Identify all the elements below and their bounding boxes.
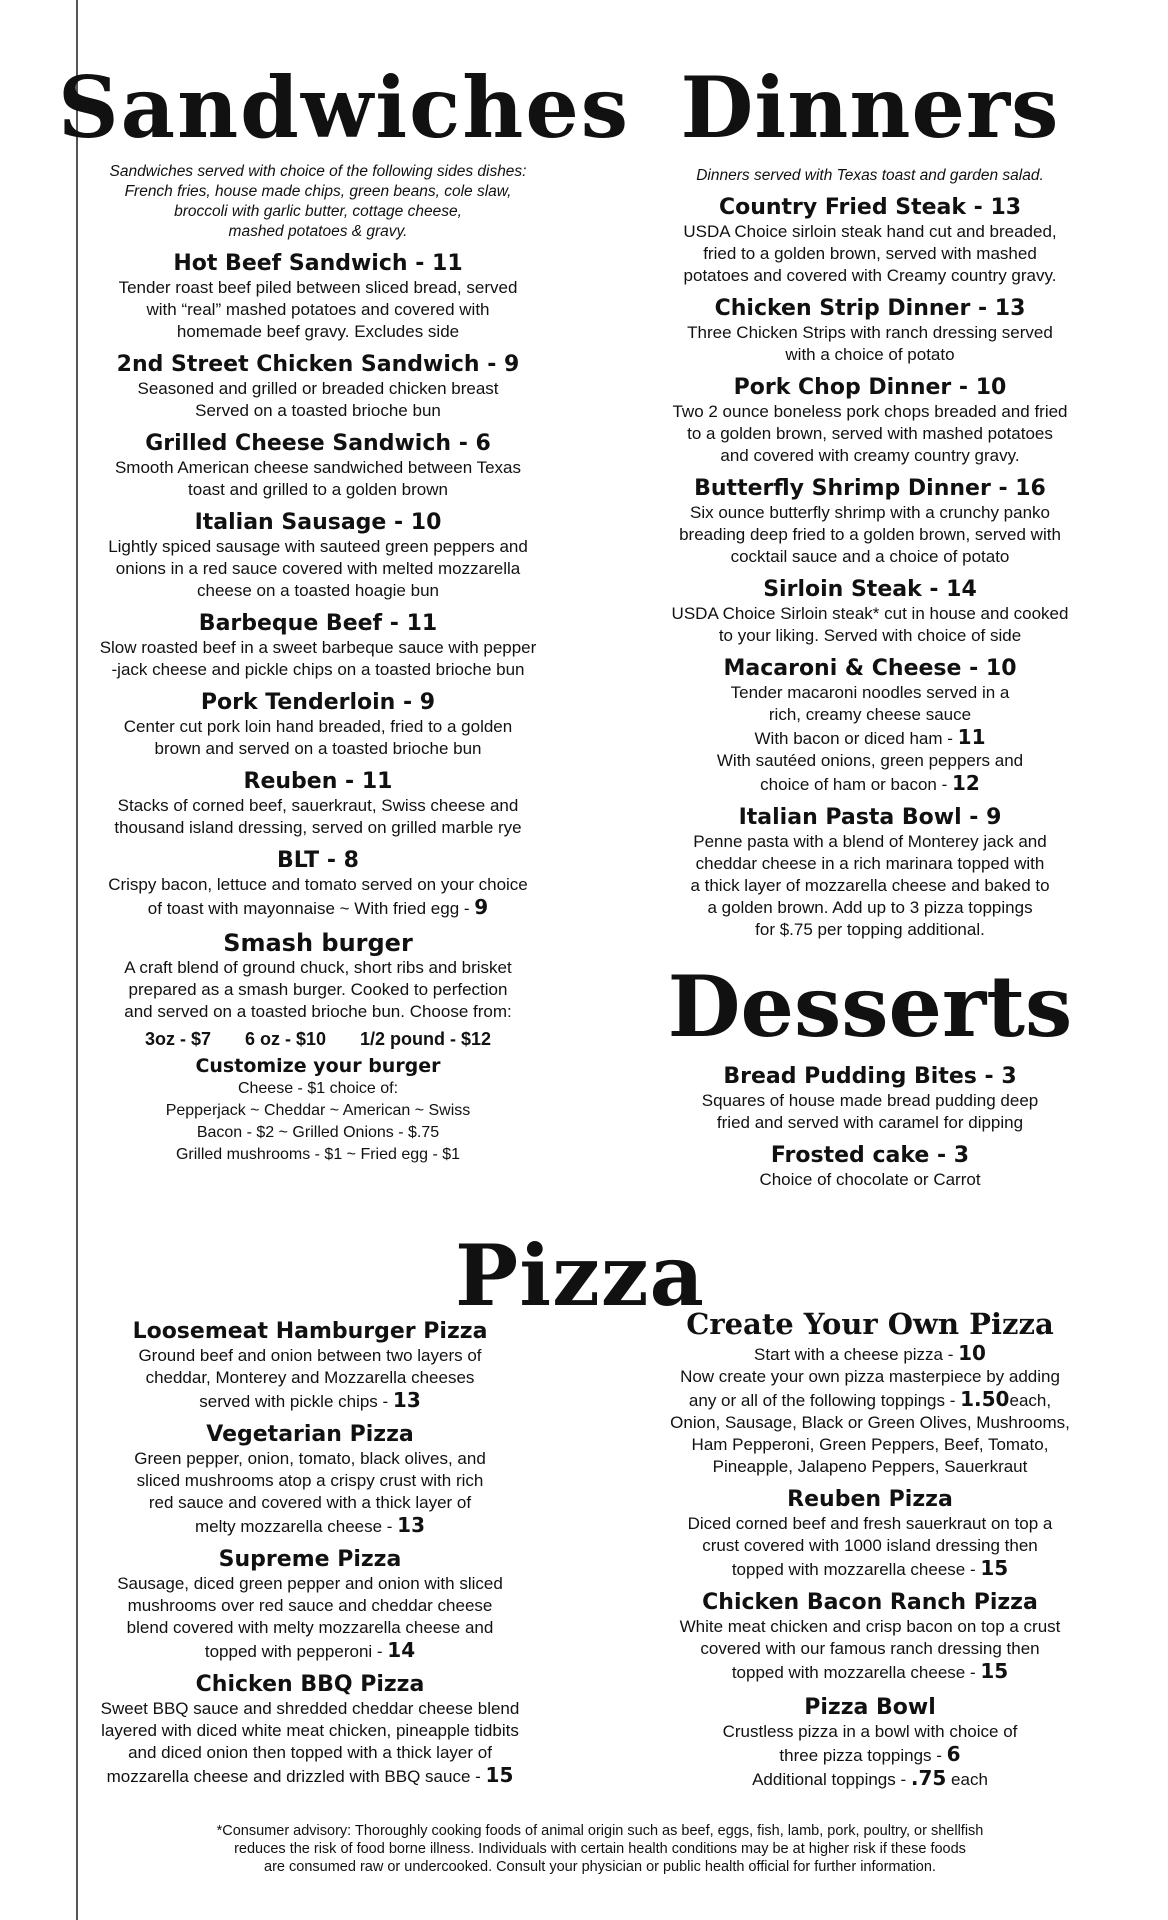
menu-item-title: Bread Pudding Bites - 3 — [723, 1064, 1017, 1089]
menu-item-desc: Choice of chocolate or Carrot — [759, 1170, 981, 1189]
menu-item-desc: USDA Choice Sirloin steak* cut in house and cooked to your liking. Served with choice of side — [671, 604, 1069, 645]
menu-item-title: Country Fried Steak - 13 — [718, 195, 1022, 220]
pizza-item-desc: Green pepper, onion, tomato, black olives, and sliced mushrooms atop a crispy crust with rich red sauce and covered with a thick layer of melty mozzarella cheese - 13 — [134, 1449, 486, 1537]
advisory-line: are consumed raw or undercooked. Consult your physician or public health official for further information. — [264, 1859, 936, 1875]
burger-size: 3oz - $7 — [144, 1029, 211, 1049]
menu-item-title: Hot Beef Sandwich - 11 — [173, 251, 463, 276]
burger-sizes — [58, 1029, 578, 1050]
intro-line: broccoli with garlic butter, cottage cheese, — [174, 203, 462, 220]
menu-item-title: Frosted cake - 3 — [770, 1143, 970, 1168]
menu-item-title: Pork Chop Dinner - 10 — [733, 375, 1007, 400]
sandwiches-intro — [58, 162, 578, 242]
menu-item-title: Macaroni & Cheese - 10 — [723, 656, 1017, 681]
pizza-item-title: Loosemeat Hamburger Pizza — [132, 1319, 488, 1344]
dinners-heading: Dinners — [680, 58, 1060, 157]
intro-line: Sandwiches served with choice of the following sides dishes: — [109, 163, 527, 180]
burger-size: 1/2 pound - $12 — [360, 1029, 492, 1049]
menu-item-title: Reuben - 11 — [243, 769, 393, 794]
pizza-item-title: Vegetarian Pizza — [206, 1422, 414, 1447]
desserts-heading: Desserts — [667, 957, 1073, 1056]
create-your-own-title: Create Your Own Pizza — [686, 1307, 1054, 1341]
menu-item-desc: Stacks of corned beef, sauerkraut, Swiss cheese and thousand island dressing, served on grilled marble rye — [114, 796, 522, 837]
customize-title: Customize your burger — [195, 1055, 441, 1077]
pizza-right-list — [610, 1486, 1130, 1684]
pizza-item-title: Supreme Pizza — [218, 1547, 402, 1572]
pizza-right-column — [610, 1306, 1130, 1791]
dinner-list — [610, 194, 1130, 647]
pizza-left-list — [70, 1318, 550, 1788]
dessert-list — [610, 1063, 1130, 1191]
pizza-item-title: Reuben Pizza — [787, 1487, 953, 1512]
pizza-bowl-desc: Crustless pizza in a bowl with choice of three pizza toppings - 6 Additional toppings - .75 each — [722, 1722, 1018, 1790]
menu-item-desc: Lightly spiced sausage with sauteed green peppers and onions in a red sauce covered with melted mozzarella cheese on a toasted hoagie bun — [108, 537, 528, 600]
menu-item-title: Italian Pasta Bowl - 9 — [738, 805, 1002, 830]
pizza-left-column — [70, 1310, 550, 1788]
pizza-item-desc: Ground beef and onion between two layers of cheddar, Monterey and Mozzarella cheeses served with pickle chips - 13 — [138, 1346, 482, 1412]
advisory-line: reduces the risk of food borne illness. Individuals with certain health conditions may be at higher risk if these foods — [234, 1841, 966, 1857]
menu-item-title: Italian Sausage - 10 — [194, 510, 442, 535]
consumer-advisory — [100, 1822, 1100, 1876]
smash-burger-title: Smash burger — [223, 929, 413, 957]
pizza-item-desc: Sweet BBQ sauce and shredded cheddar cheese blend layered with diced white meat chicken, pineapple tidbits and diced onion then topped with a thick layer of mozzarella cheese and drizzled with BBQ sauce - 15 — [100, 1699, 520, 1787]
create-your-own-desc: Start with a cheese pizza - 10 Now create your own pizza masterpiece by adding any or all of the following toppings - 1.50each, Onion, Sausage, Black or Green Olives, Mushrooms, Ham Pepperoni, Green Peppers, Beef, Tomato, Pineapple, Jalapeno Peppers, Sauerkraut — [670, 1341, 1070, 1476]
menu-item-title: BLT - 8 — [277, 848, 359, 873]
smash-burger-desc: A craft blend of ground chuck, short ribs and brisket prepared as a smash burger. Cooked to perfection and served on a toasted brioche bun. Choose from: — [124, 958, 512, 1021]
menu-item-desc: Three Chicken Strips with ranch dressing served with a choice of potato — [687, 323, 1053, 364]
menu-item-title: Grilled Cheese Sandwich - 6 — [145, 431, 491, 456]
pizza-item-title: Chicken Bacon Ranch Pizza — [702, 1590, 1038, 1615]
menu-item-title: 2nd Street Chicken Sandwich - 9 — [116, 352, 520, 377]
sandwiches-section — [58, 58, 631, 1166]
menu-item-desc: Tender macaroni noodles served in a rich, creamy cheese sauce With bacon or diced ham - 11 With sautéed onions, green peppers and choice of ham or bacon - 12 — [716, 683, 1024, 795]
sandwich-list — [58, 250, 578, 839]
dinners-intro: Dinners served with Texas toast and garden salad. — [696, 167, 1044, 184]
menu-item-title: Pork Tenderloin - 9 — [200, 690, 436, 715]
pizza-item-title: Chicken BBQ Pizza — [195, 1672, 425, 1697]
menu-item-title: Sirloin Steak - 14 — [763, 577, 977, 602]
menu-item-desc: Squares of house made bread pudding deep fried and served with caramel for dipping — [701, 1091, 1039, 1132]
customize-options: Cheese - $1 choice of: Pepperjack ~ Cheddar ~ American ~ Swiss Bacon - $2 ~ Grilled Onions - $.75 Grilled mushrooms - $1 ~ Fried egg - $1 — [165, 1080, 471, 1163]
dinners-section — [610, 60, 1130, 1191]
intro-line: French fries, house made chips, green beans, cole slaw, — [124, 183, 512, 200]
menu-item-desc: Slow roasted beef in a sweet barbeque sauce with pepper -jack cheese and pickle chips on a toasted brioche bun — [99, 638, 537, 679]
burger-size: 6 oz - $10 — [244, 1029, 327, 1049]
pizza-item-desc: Diced corned beef and fresh sauerkraut on top a crust covered with 1000 island dressing then topped with mozzarella cheese - 15 — [687, 1514, 1053, 1580]
menu-item-desc: Penne pasta with a blend of Monterey jack and cheddar cheese in a rich marinara topped with a thick layer of mozzarella cheese and baked to a golden brown. Add up to 3 pizza toppings for $.75 per topping additional. — [690, 832, 1050, 939]
advisory-line: *Consumer advisory: Thoroughly cooking foods of animal origin such as beef, eggs, fish, lamb, pork, poultry, or shellfish — [216, 1823, 984, 1839]
intro-line: mashed potatoes & gravy. — [228, 223, 408, 240]
pizza-heading: Pizza — [455, 1226, 705, 1325]
menu-item-desc: Two 2 ounce boneless pork chops breaded and fried to a golden brown, served with mashed potatoes and covered with creamy country gravy. — [672, 402, 1068, 465]
menu-item-title: Barbeque Beef - 11 — [198, 611, 438, 636]
menu-item-title: Chicken Strip Dinner - 13 — [714, 296, 1026, 321]
pizza-item-desc: Sausage, diced green pepper and onion with sliced mushrooms over red sauce and cheddar cheese blend covered with melty mozzarella cheese and topped with pepperoni - 14 — [117, 1574, 503, 1662]
menu-item-desc: Center cut pork loin hand breaded, fried to a golden brown and served on a toasted brioche bun — [123, 717, 513, 758]
menu-item-desc: Smooth American cheese sandwiched between Texas toast and grilled to a golden brown — [114, 458, 522, 499]
menu-item-desc: Tender roast beef piled between sliced bread, served with “real” mashed potatoes and covered with homemade beef gravy. Excludes side — [118, 278, 518, 341]
menu-item-desc: Seasoned and grilled or breaded chicken breast Served on a toasted brioche bun — [137, 379, 499, 420]
menu-item-desc: USDA Choice sirloin steak hand cut and breaded, fried to a golden brown, served with mashed potatoes and covered with Creamy country gravy. — [683, 222, 1057, 285]
menu-item-title: Butterfly Shrimp Dinner - 16 — [694, 476, 1046, 501]
pizza-item-desc: White meat chicken and crisp bacon on top a crust covered with our famous ranch dressing then topped with mozzarella cheese - 15 — [679, 1617, 1061, 1683]
menu-item-desc: Six ounce butterfly shrimp with a crunchy panko breading deep fried to a golden brown, served with cocktail sauce and a choice of potato — [679, 503, 1061, 566]
pizza-bowl-title: Pizza Bowl — [804, 1695, 936, 1720]
sandwiches-heading: Sandwiches — [58, 58, 631, 157]
menu-item-desc: Crispy bacon, lettuce and tomato served on your choice of toast with mayonnaise ~ With fried egg - 9 — [108, 875, 528, 919]
